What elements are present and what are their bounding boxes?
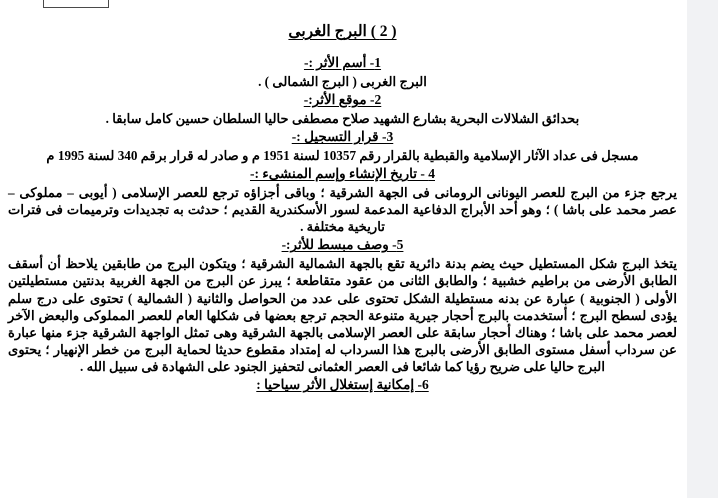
section-5	[6, 237, 679, 375]
section-5-heading	[6, 237, 679, 254]
section-6	[6, 377, 679, 394]
section-3-body: مسجل فى عداد الآثار الإسلامية والقبطية بالقرار رقم 10357 لسنة 1951 م و صادر له قرار برقم 340 لسنة 1995 م	[46, 147, 639, 163]
section-1-heading-text: 1- أسم الأثر :-	[303, 55, 382, 70]
section-2-heading-text: 2- موقع الأثر:-	[303, 92, 382, 108]
section-5-heading-text: 5- وصف مبسط للأثر:-	[281, 237, 404, 253]
section-1-body: البرج الغربى ( البرج الشمالى ) .	[258, 73, 427, 89]
section-6-heading	[6, 377, 679, 394]
section-2-body: بحدائق الشلالات البحرية بشارع الشهيد صلاح مصطفى حاليا السلطان حسين كامل سابقا .	[105, 110, 580, 126]
section-6-heading-text: 6- إمكانية إستغلال الأثر سياحيا :	[256, 377, 429, 393]
section-3	[6, 129, 679, 164]
section-3-heading-text: 3- قرار التسجيل :-	[291, 129, 394, 145]
section-4	[6, 166, 679, 235]
section-2	[6, 92, 679, 127]
section-4-heading-text: 4 - تاريخ الإنشاء وإسم المنشىء :-	[249, 166, 435, 182]
section-4-heading	[6, 166, 679, 183]
right-page-margin-strip	[687, 0, 718, 498]
page-title-text: ( 2 ) البرج الغربى	[288, 23, 397, 40]
section-2-heading	[6, 92, 679, 109]
section-4-body: يرجع جزء من البرج للعصر اليونانى الرومانى فى الجهة الشرقية ؛ وباقى أجزاؤه ترجع للعصر الإسلامى ( أيوبى – مملوكى – عصر محمد على باشا ) ؛ وهو أحد الأبراج الدفاعية المدعمة لسور الأسكندرية القديم ؛ حدثت به تجديدات وترميمات فى فترات تاريخية مختلفة .	[8, 184, 677, 235]
section-1	[6, 55, 679, 90]
section-5-body: يتخذ البرج شكل المستطيل حيث يضم بدنة دائرية تقع بالجهة الشمالية الشرقية ؛ ويتكون البرج من طابقين يلاحظ أن أسقف الطابق الأرضى من براطيم خشبية ؛ والطابق الثانى من عقود متقاطعة ؛ يبرز عن البرج من الجهة الغربية بدنتين مستطيلتين الأولى ( الجنوبية ) عبارة عن بدنه مستطيلة الشكل تحتوى على عدد من الحواصل والثانية ( الشمالية ) تحتوى على درج سلم يؤدى لسطح البرج ؛ أستخدمت بالبرج أحجار جيرية متنوعة الحجم ترجع بعضها فى شكلها العام للعصر المملوكى والبعض الآخر لعصر محمد على باشا ؛ وهناك أحجار سابقة على العصر الإسلامى بالجهة الشرقية وهى تمثل الواجهة الشرقية جزء منها عبارة عن سرداب أسفل مستوى الطابق الأرضى بالبرج هذا السرداب له إمتداد مقطوع حديثا لحماية البرج من خطر الإنهيار ؛ يحتوى البرج حاليا على ضريح رؤيا كما شائعا فى العصر العثمانى لتحفيز الجنود على الشهادة فى سبيل الله .	[8, 256, 677, 375]
section-3-heading	[6, 129, 679, 146]
section-1-heading	[6, 55, 679, 72]
page-title	[6, 22, 679, 41]
